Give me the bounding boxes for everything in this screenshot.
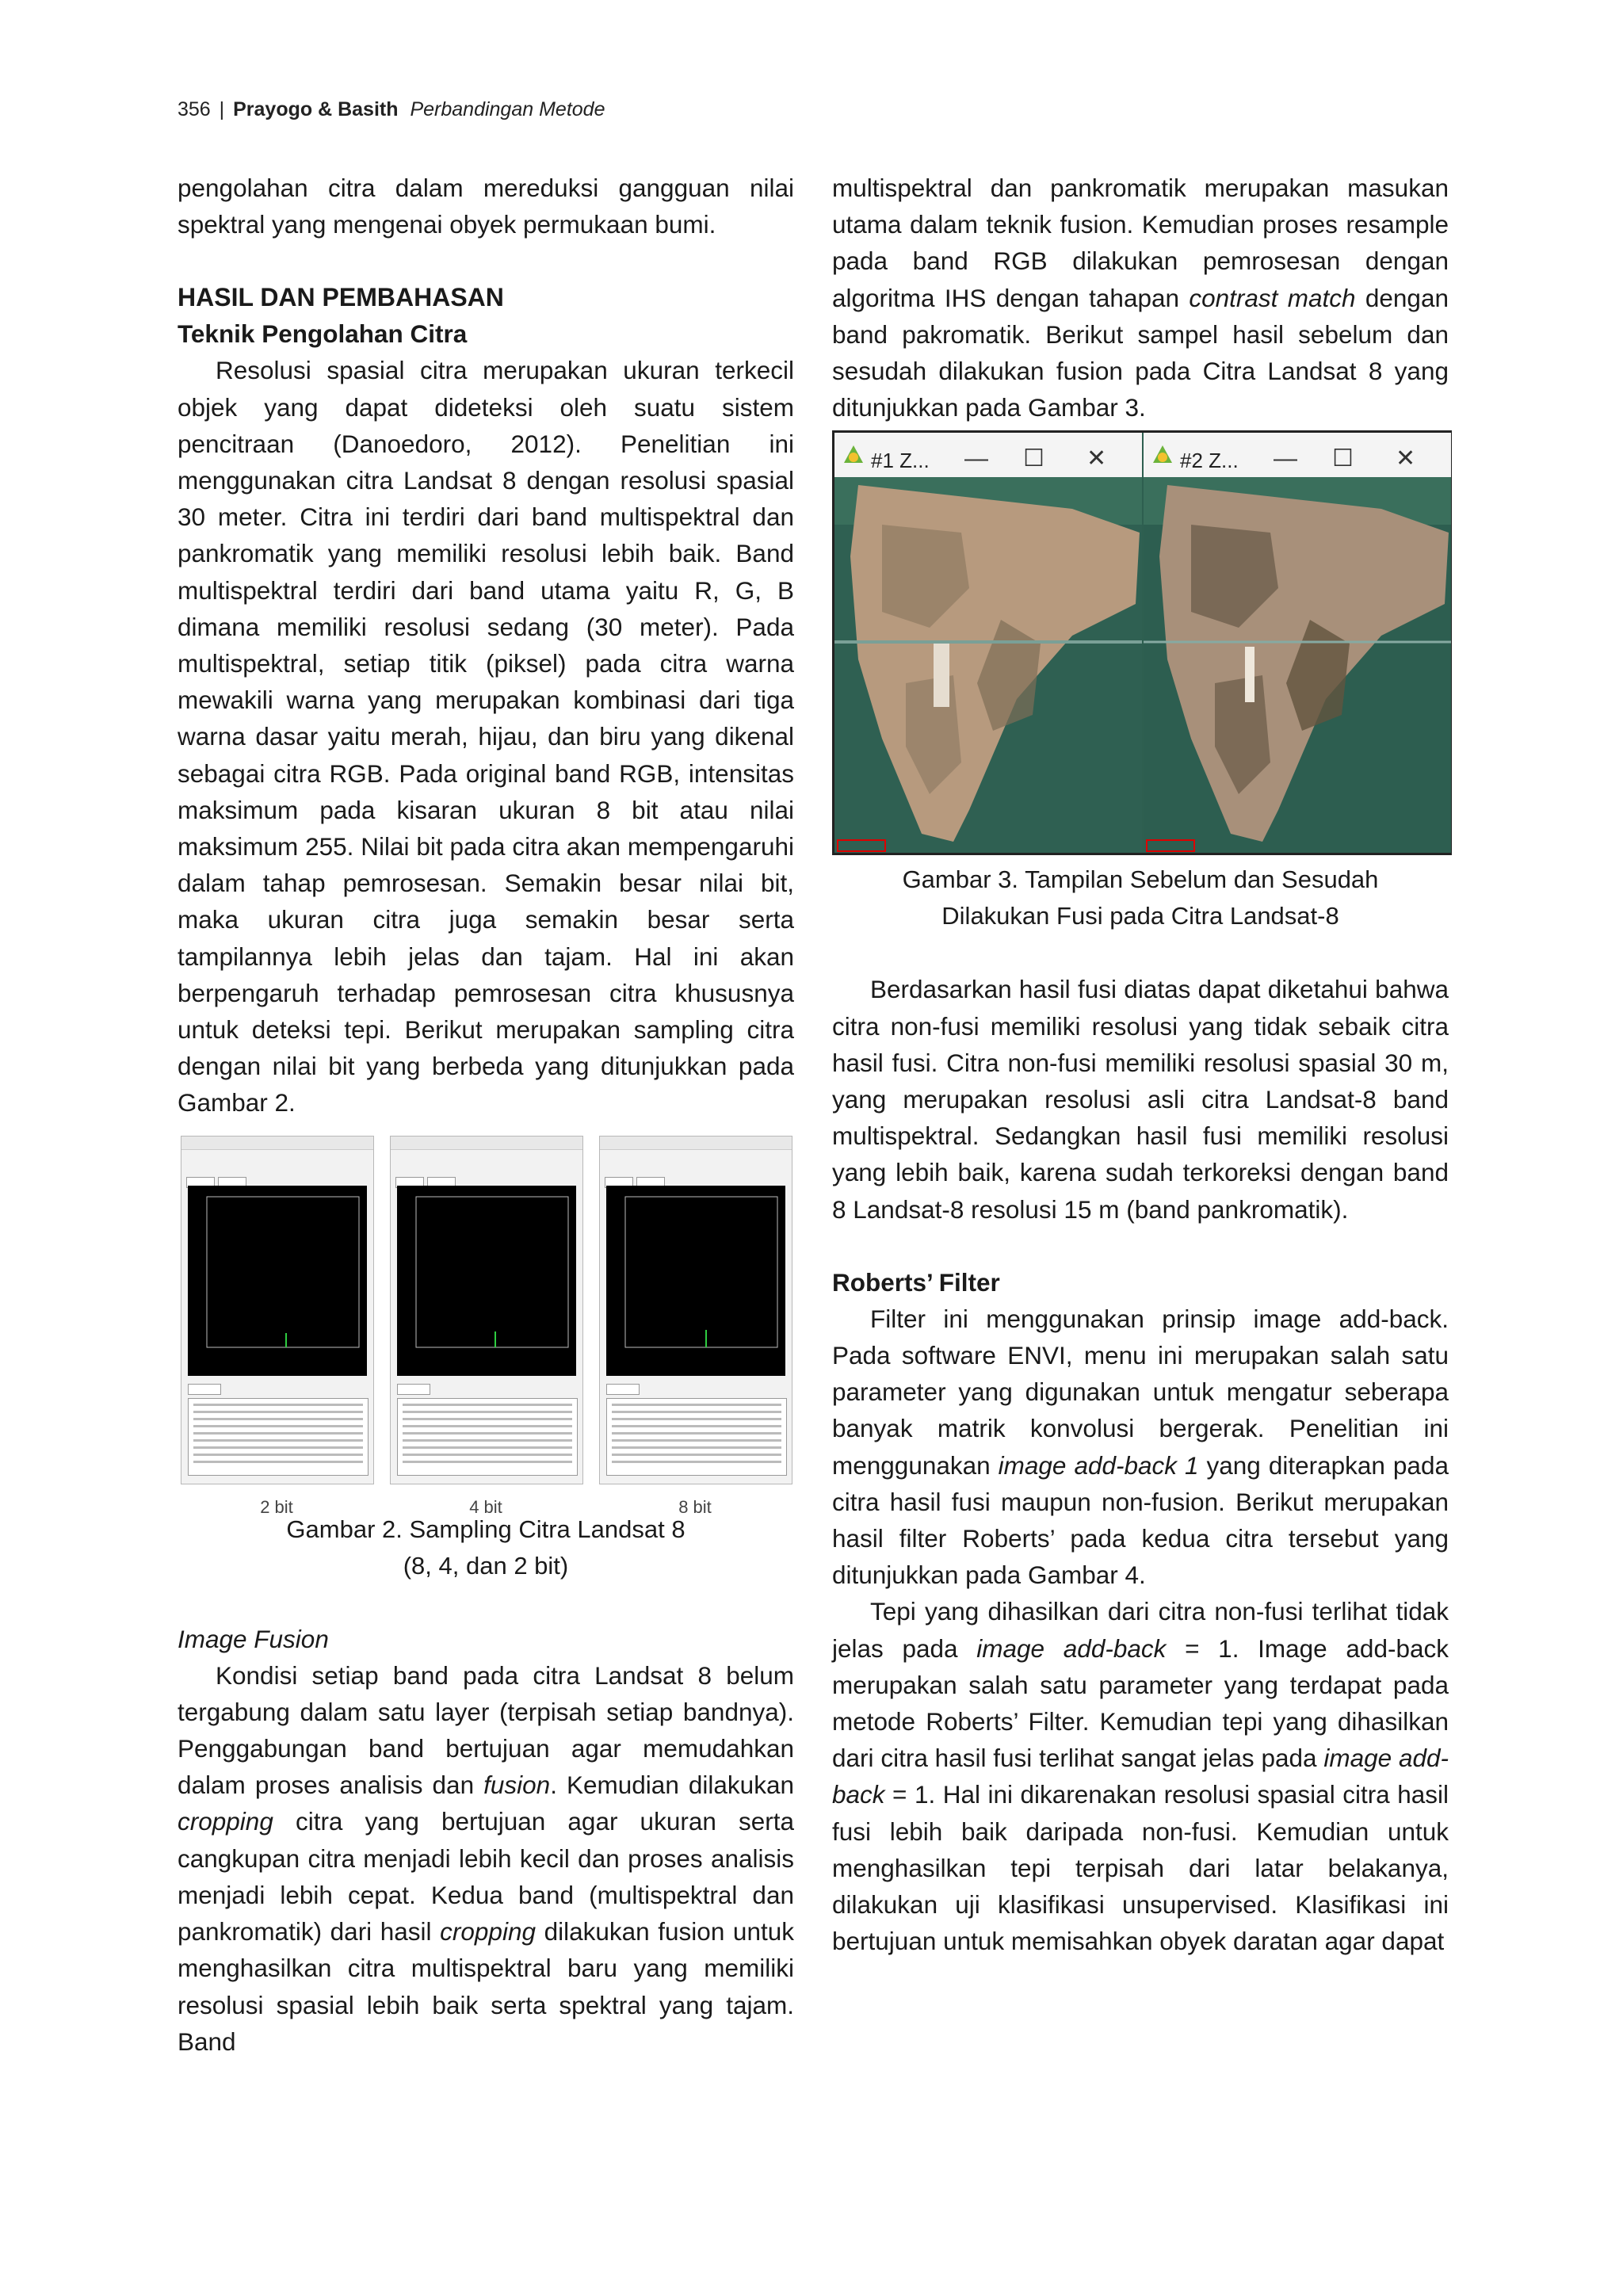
envi-menubar bbox=[391, 1150, 582, 1161]
figure-2-caption-line-2: (8, 4, dan 2 bit) bbox=[403, 1551, 569, 1580]
envi-titlebar bbox=[391, 1137, 582, 1150]
envi-app-icon bbox=[1151, 444, 1174, 466]
select-box bbox=[606, 1384, 640, 1395]
envi-tabs bbox=[181, 1161, 373, 1174]
envi-tabs bbox=[600, 1161, 792, 1174]
left-column bbox=[178, 170, 794, 2060]
statistics-text bbox=[397, 1398, 578, 1476]
minimize-icon[interactable]: — bbox=[1274, 445, 1297, 472]
select-box bbox=[188, 1384, 221, 1395]
window-title: #1 Z... bbox=[871, 449, 930, 473]
right-paragraph-1: Berdasarkan hasil fusi diatas dapat diketahui bahwa citra non-fusi memiliki resolusi yang tidak sebaik citra hasil fusi. Citra non-fusi memiliki resolusi spasial 30 m, yang merupakan resolusi asli citra Landsat-8 band multispektral. Sedangkan hasil fusi memiliki resolusi yang lebih baik, karena sudah terkoreksi dengan band 8 Landsat-8 resolusi 15 m (band pankromatik). bbox=[832, 975, 1449, 1224]
right-column bbox=[832, 170, 1449, 1960]
landsat-image-before bbox=[834, 477, 1142, 853]
statistics-text bbox=[188, 1398, 369, 1476]
histogram-plot bbox=[188, 1186, 367, 1376]
right-paragraph-0: multispektral dan pankromatik merupakan masukan utama dalam teknik fusion. Kemudian proses resample pada band RGB dilakukan pemrosesan dengan algoritma IHS dengan tahapan contrast match dengan band pakromatik. Berikut sampel hasil sebelum dan sesudah dilakukan fusion pada Citra Landsat 8 yang ditunjukkan pada Gambar 3. bbox=[832, 174, 1449, 422]
envi-tabs bbox=[391, 1161, 582, 1174]
left-paragraph-0: pengolahan citra dalam mereduksi gangguan nilai spektral yang mengenai obyek permukaan bumi. bbox=[178, 174, 794, 239]
window-titlebar bbox=[834, 433, 1142, 477]
left-paragraph-2: Kondisi setiap band pada citra Landsat 8 belum tergabung dalam satu layer (terpisah setiap bandnya). Penggabungan band bertujuan agar memudahkan dalam proses analisis dan fusion. Kemudian dilakukan cropping citra yang bertujuan agar ukuran serta cangkupan citra menjadi lebih kecil dan proses analisis menjadi lebih cepat. Kedua band (multispektral dan pankromatik) dari hasil cropping dilakukan fusion untuk menghasilkan citra multispektral baru yang memiliki resolusi spasial lebih baik serta spektral yang tajam. Band bbox=[178, 1660, 794, 2056]
maximize-icon[interactable]: ☐ bbox=[1023, 445, 1044, 472]
envi-titlebar bbox=[600, 1137, 792, 1150]
figure-3-caption-line-2: Dilakukan Fusi pada Citra Landsat-8 bbox=[941, 902, 1339, 930]
pane-after-fusion bbox=[1144, 433, 1451, 853]
statistics-text bbox=[606, 1398, 787, 1476]
subsection-heading-fusion: Image Fusion bbox=[178, 1624, 329, 1653]
header-separator: | bbox=[219, 98, 225, 120]
header-short-title: Perbandingan Metode bbox=[410, 98, 605, 120]
select-box bbox=[397, 1384, 430, 1395]
section-heading-results: HASIL DAN PEMBAHASAN bbox=[178, 283, 504, 312]
running-header bbox=[178, 98, 605, 121]
subsection-heading-roberts: Roberts’ Filter bbox=[832, 1267, 1000, 1297]
window-title: #2 Z... bbox=[1180, 449, 1239, 473]
right-paragraph-2: Filter ini menggunakan prinsip image add-back. Pada software ENVI, menu ini merupakan salah satu parameter yang digunakan untuk mengatur seberapa banyak matrik konvolusi bergerak. Penelitian ini menggunakan image add-back 1 yang diterapkan pada citra hasil fusi maupun non-fusion. Berikut merupakan hasil filter Roberts’ pada kedua citra tersebut yang ditunjukkan pada Gambar 4. bbox=[832, 1304, 1449, 1590]
envi-app-icon bbox=[842, 444, 865, 466]
histogram-plot bbox=[606, 1186, 785, 1376]
figure-3-caption-line-1: Gambar 3. Tampilan Sebelum dan Sesudah bbox=[902, 865, 1379, 894]
figure-2-caption-line-1: Gambar 2. Sampling Citra Landsat 8 bbox=[286, 1515, 685, 1543]
envi-titlebar bbox=[181, 1137, 373, 1150]
landsat-image-after bbox=[1144, 477, 1451, 853]
close-icon[interactable]: ✕ bbox=[1396, 445, 1416, 472]
envi-window-2bit bbox=[181, 1136, 374, 1484]
envi-menubar bbox=[600, 1150, 792, 1161]
window-titlebar bbox=[1144, 433, 1451, 477]
subsection-heading-teknik: Teknik Pengolahan Citra bbox=[178, 319, 468, 349]
page-number: 356 bbox=[178, 98, 211, 120]
close-icon[interactable]: ✕ bbox=[1086, 445, 1107, 472]
right-paragraph-3: Tepi yang dihasilkan dari citra non-fusi terlihat tidak jelas pada image add-back = 1. Image add-back merupakan salah satu parameter yang terdapat pada metode Roberts’ Filter. Kemudian tepi yang dihasilkan dari citra hasil fusi terlihat sangat jelas pada image add-back = 1. Hal ini dikarenakan resolusi spasial citra hasil fusi lebih baik daripada non-fusi. Kemudian untuk menghasilkan tepi terpisah dari latar belakanya, dilakukan uji klasifikasi unsupervised. Klasifikasi ini bertujuan untuk memisahkan obyek daratan agar dapat bbox=[832, 1597, 1449, 1956]
figure-2-label-8bit: 8 bit bbox=[678, 1496, 712, 1517]
header-authors: Prayogo & Basith bbox=[233, 98, 399, 120]
pane-before-fusion bbox=[834, 433, 1142, 853]
minimize-icon[interactable]: — bbox=[964, 445, 988, 472]
figure-2 bbox=[178, 1136, 794, 1517]
figure-2-label-4bit: 4 bit bbox=[469, 1496, 502, 1517]
envi-window-4bit bbox=[390, 1136, 583, 1484]
maximize-icon[interactable]: ☐ bbox=[1332, 445, 1354, 472]
envi-menubar bbox=[181, 1150, 373, 1161]
histogram-plot bbox=[397, 1186, 576, 1376]
figure-3 bbox=[832, 430, 1452, 855]
left-paragraph-1: Resolusi spasial citra merupakan ukuran terkecil objek yang dapat dideteksi oleh suatu sistem pencitraan (Danoedoro, 2012). Penelitian ini menggunakan citra Landsat 8 dengan resolusi spasial 30 meter. Citra ini terdiri dari band multispektral dan pankromatik yang memiliki resolusi lebih baik. Band multispektral terdiri dari band utama yaitu R, G, B dimana memiliki resolusi sedang (30 meter). Pada multispektral, setiap titik (piksel) pada citra warna mewakili warna yang merupakan kombinasi dari tiga warna dasar yaitu merah, hijau, dan biru yang dikenal sebagai citra RGB. Pada original band RGB, intensitas maksimum pada kisaran ukuran 8 bit atau nilai maksimum 255. Nilai bit pada citra akan mempengaruhi dalam tahap pemrosesan. Semakin besar nilai bit, maka ukuran citra juga semakin besar serta tampilannya lebih jelas dan tajam. Hal ini akan berpengaruh terhadap pemrosesan citra khususnya untuk deteksi tepi. Berikut merupakan sampling citra dengan nilai bit yang berbeda yang ditunjukkan pada Gambar 2. bbox=[178, 356, 794, 1117]
envi-window-8bit bbox=[599, 1136, 792, 1484]
figure-2-label-2bit: 2 bit bbox=[260, 1496, 293, 1517]
